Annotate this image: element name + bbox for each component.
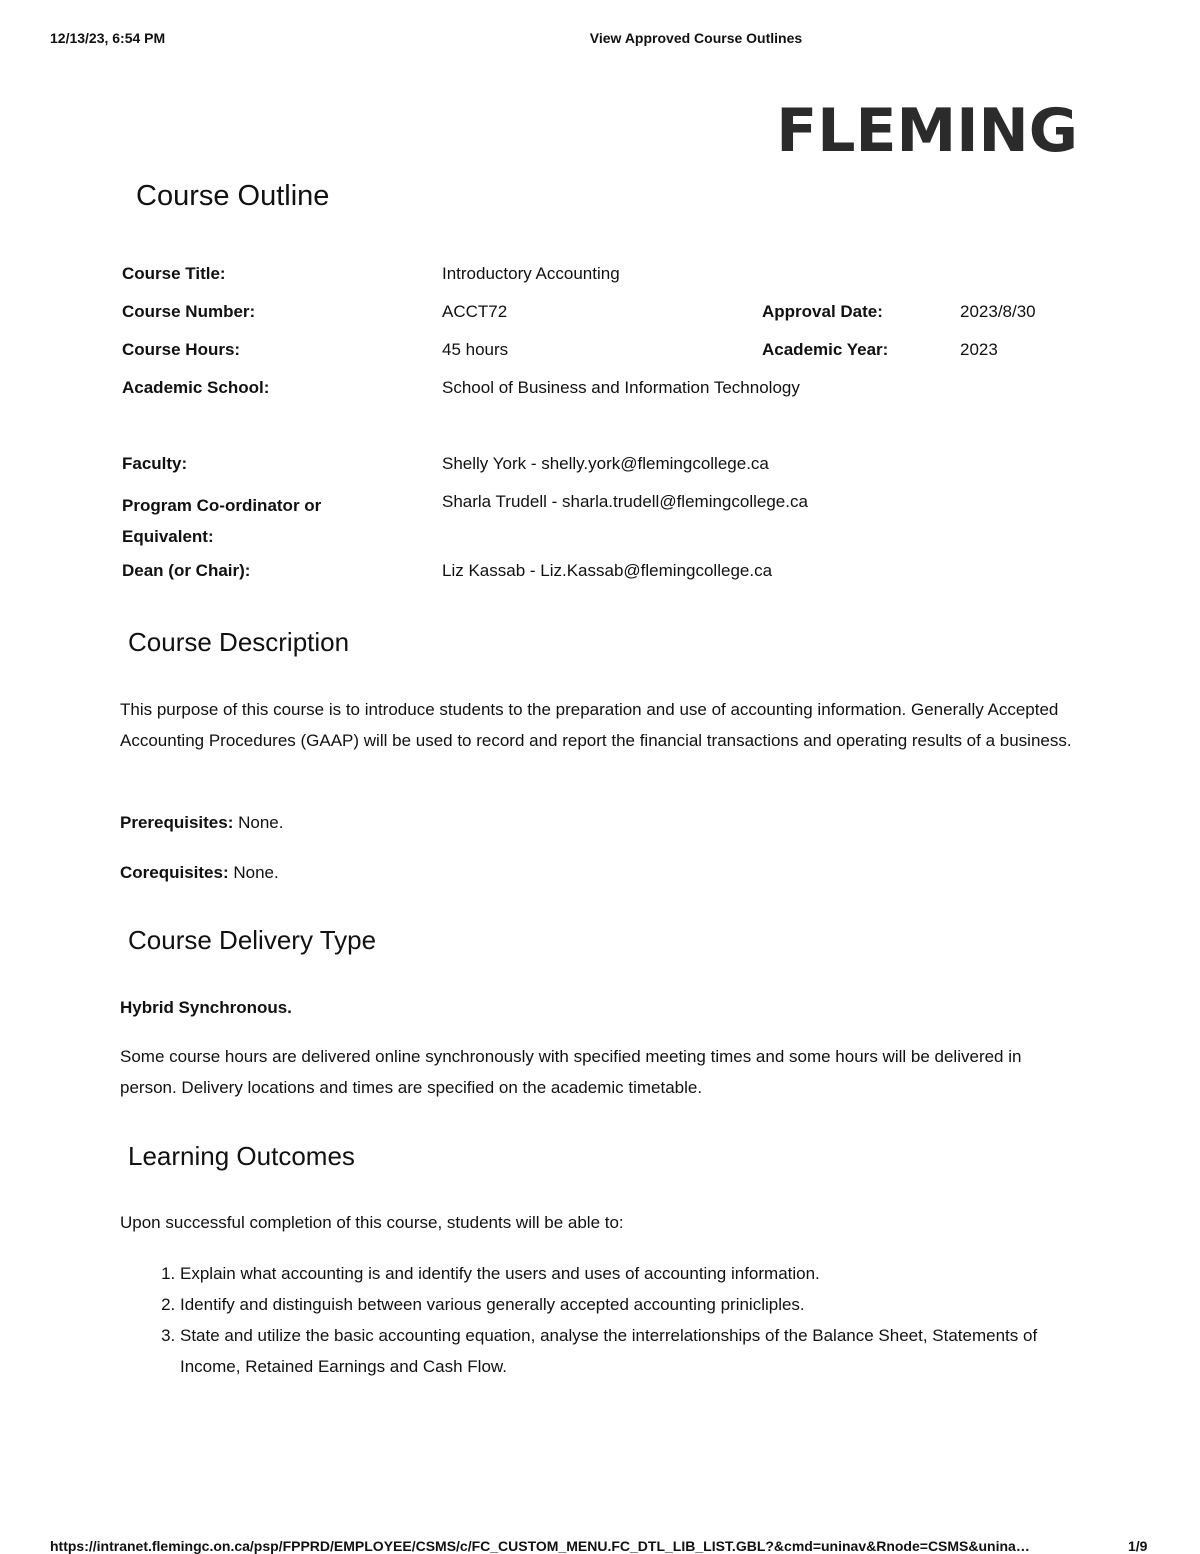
footer-page-number: 1/9	[1128, 1538, 1148, 1554]
outcome-item: 2. Identify and distinguish between various generally accepted accounting prinicliples.	[180, 1289, 1080, 1320]
course-title-label: Course Title:	[122, 264, 226, 283]
academic-year-value: 2023	[960, 340, 998, 359]
course-info-table	[122, 262, 1036, 597]
course-hours-label: Course Hours:	[122, 340, 241, 359]
print-datetime: 12/13/23, 6:54 PM	[50, 30, 166, 46]
coordinator-label: Program Co-ordinator or Equivalent:	[122, 496, 322, 546]
info-row-coordinator	[122, 490, 1036, 559]
dean-value: Liz Kassab - Liz.Kassab@flemingcollege.ca	[442, 561, 773, 580]
learning-outcomes-list	[142, 1258, 1080, 1382]
course-number-value: ACCT72	[442, 302, 508, 321]
course-description-text: This purpose of this course is to introduce students to the preparation and use of accounting information. Generally Accepted Accounting Procedures (GAAP) will be used to record and report the financial transactions and operating results of a business.	[120, 700, 1072, 750]
academic-year-label: Academic Year:	[762, 340, 889, 359]
info-row-faculty	[122, 452, 1036, 490]
course-number-label: Course Number:	[122, 302, 256, 321]
outcome-item: 1. Explain what accounting is and identify the users and uses of accounting information.	[180, 1258, 1080, 1289]
approval-date-label: Approval Date:	[762, 302, 883, 321]
learning-outcomes-heading: Learning Outcomes	[128, 1141, 355, 1171]
info-row-course-hours	[122, 338, 1036, 376]
dean-label: Dean (or Chair):	[122, 561, 251, 580]
learning-outcomes-intro: Upon successful completion of this course, students will be able to:	[120, 1213, 624, 1232]
faculty-value: Shelly York - shelly.york@flemingcollege.ca	[442, 454, 769, 473]
approval-date-value: 2023/8/30	[960, 302, 1036, 321]
prerequisites	[120, 807, 1080, 838]
outcome-item: 3. State and utilize the basic accounting equation, analyse the interrelationships of the Balance Sheet, Statements of Income, Retained Earnings and Cash Flow.	[180, 1320, 1080, 1382]
info-row-academic-school	[122, 376, 1036, 414]
info-row-dean	[122, 559, 1036, 597]
coordinator-value: Sharla Trudell - sharla.trudell@flemingcollege.ca	[442, 492, 808, 511]
academic-school-value: School of Business and Information Technology	[442, 378, 800, 397]
delivery-type-heading: Course Delivery Type	[128, 925, 377, 955]
course-hours-value: 45 hours	[442, 340, 509, 359]
page-title: Course Outline	[136, 180, 330, 212]
info-row-course-title	[122, 262, 1036, 300]
course-description-heading: Course Description	[128, 627, 350, 657]
corequisites-label: Corequisites:	[120, 863, 229, 882]
delivery-type-text: Some course hours are delivered online synchronously with specified meeting times and some hours will be delivered in person. Delivery locations and times are specified on the academic timetable.	[120, 1047, 1022, 1097]
course-title-value: Introductory Accounting	[442, 264, 620, 283]
faculty-label: Faculty:	[122, 454, 188, 473]
delivery-type-value: Hybrid Synchronous.	[120, 998, 292, 1017]
academic-school-label: Academic School:	[122, 378, 270, 397]
print-title: View Approved Course Outlines	[589, 30, 803, 46]
prerequisites-value: None.	[238, 813, 284, 832]
fleming-logo: FLEMING	[776, 96, 1078, 166]
info-row-course-number	[122, 300, 1036, 338]
corequisites-value: None.	[233, 863, 279, 882]
footer-url: https://intranet.flemingc.on.ca/psp/FPPRD/EMPLOYEE/CSMS/c/FC_CUSTOM_MENU.FC_DTL_LIB_LIST.GBL?&cmd=uninav&Rnode=CSMS&unina…	[50, 1538, 1030, 1554]
prerequisites-label: Prerequisites:	[120, 813, 234, 832]
corequisites	[120, 857, 1080, 888]
info-spacer	[122, 414, 1036, 452]
